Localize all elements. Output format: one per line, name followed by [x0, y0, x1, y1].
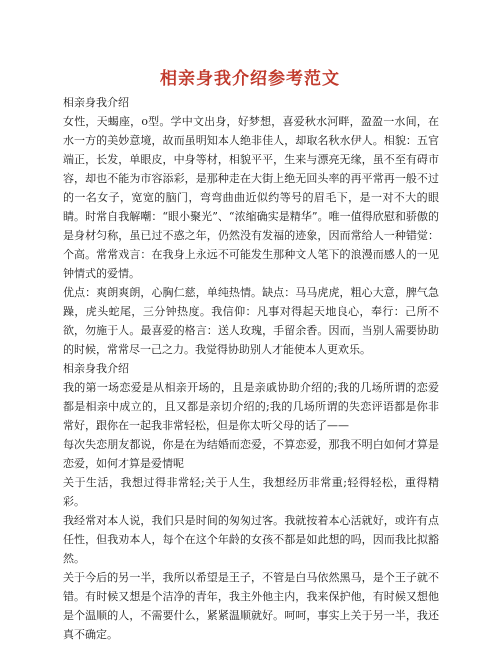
- paragraph: 我的第一场恋爱是从相亲开场的，且是亲戚协助介绍的;我的几场所谓的恋爱都是相亲中成立的，且又都是亲切介绍的;我的几场所谓的失恋评语都是你非常好，跟你在一起我非常轻松，但是你太听父母的话了——: [63, 381, 439, 432]
- paragraph: 关于生活，我想过得非常轻;关于人生，我想经历非常重;轻得轻松，重得精彩。: [63, 476, 439, 508]
- section-heading: 相亲身我介绍: [63, 96, 129, 109]
- paragraph: 每次失恋朋友都说，你是在为结婚而恋爱，不算恋爱，那我不明白如何才算是恋爱，如何才算是爱情呢: [63, 438, 439, 470]
- paragraph: 我经常对本人说，我们只是时间的匆匆过客。我就按着本心活就好，或许有点任性，但我劝本人，每个在这个年龄的女孩不都是如此想的吗，因而我比拟豁然。: [63, 514, 439, 565]
- document-body: [63, 93, 439, 644]
- page-title: 相亲身我介绍参考范文: [160, 69, 340, 89]
- paragraph: 女性，天蝎座，o型。学中文出身，好梦想，喜爱秋水河畔，盈盈一水间，在水一方的美妙意境，故而虽明知本人绝非佳人，却取名秋水伊人。相貌：五官端正，长发，单眼皮，中身等材，相貌平平，生来与漂亮无缘，虽不至有碍市容，却也不能为市容添彩，是那种走在大街上绝无回头率的再平常再一般不过的一名女子，宽宽的脑门，弯弯曲曲近似约等号的眉毛下，是一对不大的眼睛。时常自我解嘲：“眼小聚光”、“浓缩确实是精华”。唯一值得欣慰和骄傲的是身材匀称，虽已过不惑之年，仍然没有发福的迹象，因而常给人一种错觉：个高。常常戏言：在我身上永远不可能发生那种文人笔下的浪漫而感人的一见钟情式的爱情。: [63, 115, 439, 280]
- paragraph: 关于今后的另一半，我所以希望是王子，不管是白马依然黑马，是个王子就不错。有时候又想是个洁净的青年，我主外他主内，我来保护他，有时候又想他是个温顺的人，不需要什么，紧紧温顺就好。呵呵，事实上关于另一半，我还真不确定。: [63, 571, 439, 641]
- paragraph: 优点：爽朗爽朗，心胸仁慈，单纯热情。缺点：马马虎虎，粗心大意，脾气急躁，虎头蛇尾，三分钟热度。我信仰：凡事对得起天地良心，奉行：己所不欲，勿施于人。最喜爱的格言：送人玫瑰，手留余香。因而，当别人需要协助的时候，常常尽一己之力。我觉得协助别人才能使本人更欢乐。: [63, 286, 439, 356]
- section-heading: 相亲身我介绍: [63, 362, 129, 375]
